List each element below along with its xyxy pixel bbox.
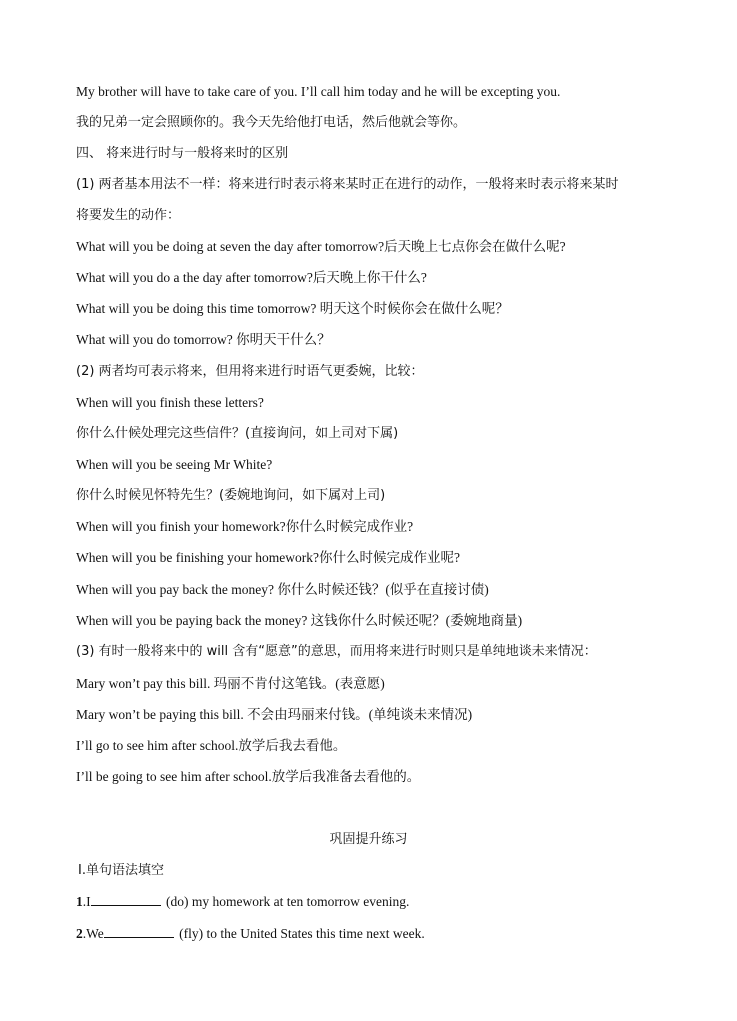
- section-title: 巩固提升练习: [329, 832, 408, 847]
- text-line: When will you finish your homework?你什么时候完成作业?: [76, 519, 414, 534]
- text-line: When will you pay back the money? 你什么时候还钱？(似乎在直接讨债): [76, 582, 489, 597]
- text-line: I’ll be going to see him after school.放学后我准备去看他的。: [76, 769, 421, 784]
- text-line: When will you be finishing your homework?你什么时候完成作业呢?: [76, 550, 460, 565]
- exercise-number: 2: [76, 926, 83, 941]
- text-line: (3) 有时一般将来中的 will 含有“愿意”的意思，而用将来进行时则只是单纯地谈未来情况：: [76, 644, 597, 659]
- text-line: (2) 两者均可表示将来，但用将来进行时语气更委婉，比较：: [76, 364, 424, 379]
- section-heading: 四、 将来进行时与一般将来时的区别: [76, 146, 289, 161]
- exercise-prefix: We: [86, 926, 104, 941]
- text-line: What will you be doing at seven the day after tomorrow?后天晚上七点你会在做什么呢?: [76, 239, 566, 254]
- answer-blank[interactable]: [91, 893, 161, 906]
- answer-blank[interactable]: [104, 925, 174, 938]
- text-line: 我的兄弟一定会照顾你的。我今天先给他打电话，然后他就会等你。: [76, 115, 467, 130]
- text-line: When will you be seeing Mr White?: [76, 457, 273, 472]
- text-line: When will you be paying back the money? 这钱你什么时候还呢？(委婉地商量): [76, 613, 523, 628]
- text-line: 你什么时候见怀特先生？(委婉地询问，如下属对上司): [76, 488, 386, 503]
- text-line: Mary won’t be paying this bill. 不会由玛丽来付钱。(单纯谈未来情况): [76, 707, 473, 722]
- subsection-title: Ⅰ.单句语法填空: [78, 863, 164, 878]
- text-line: My brother will have to take care of you. I’ll call him today and he will be excepting you.: [76, 84, 561, 99]
- exercise-item: 1.I (do) my homework at ten tomorrow evening.: [76, 894, 410, 909]
- text-line: What will you be doing this time tomorrow? 明天这个时候你会在做什么呢？: [76, 301, 509, 316]
- text-line: (1) 两者基本用法不一样：将来进行时表示将来某时正在进行的动作，一般将来时表示将来某时: [76, 177, 619, 192]
- exercise-number: 1: [76, 894, 83, 909]
- text-line: I’ll go to see him after school.放学后我去看他。: [76, 738, 347, 753]
- exercise-item: 2.We (fly) to the United States this time next week.: [76, 926, 425, 941]
- text-line: What will you do a the day after tomorrow?后天晚上你干什么?: [76, 270, 427, 285]
- text-line: 你什么什候处理完这些信件？(直接询问，如上司对下属): [76, 426, 399, 441]
- text-line: Mary won’t pay this bill. 玛丽不肯付这笔钱。(表意愿): [76, 676, 385, 691]
- exercise-text: (do) my homework at ten tomorrow evening.: [162, 894, 410, 909]
- text-line: 将要发生的动作：: [76, 208, 181, 223]
- text-line: When will you finish these letters?: [76, 395, 264, 410]
- exercise-prefix: I: [86, 894, 91, 909]
- text-line: What will you do tomorrow? 你明天干什么？: [76, 332, 331, 347]
- exercise-text: (fly) to the United States this time next week.: [175, 926, 425, 941]
